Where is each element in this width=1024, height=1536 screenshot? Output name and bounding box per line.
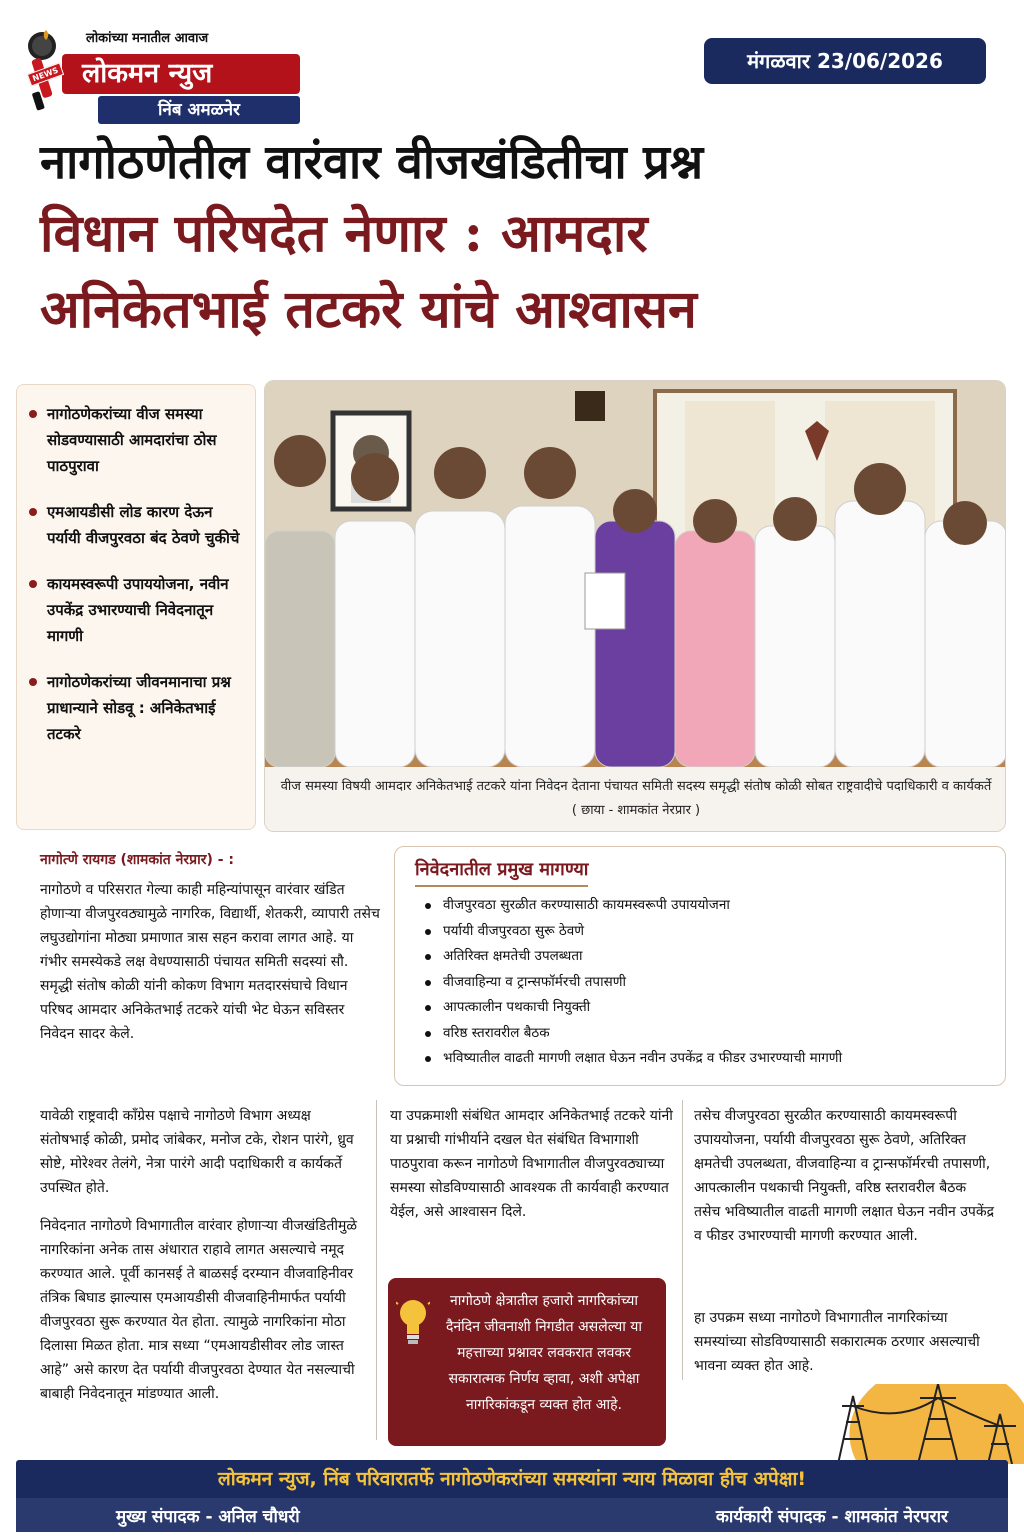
key-point: एमआयडीसी लोड कारण देऊन पर्यायी वीजपुरवठा बंद ठेवणे चुकीचे <box>29 499 245 551</box>
bullet-icon <box>425 980 431 986</box>
key-point: नागोठणेकरांच्या जीवनमानाचा प्रश्न प्राधान्याने सोडवू : अनिकेतभाई तटकरे <box>29 669 245 747</box>
article-paragraph: या उपक्रमाशी संबंधित आमदार अनिकेतभाई तटकरे यांनी या प्रश्नाची गांभीर्याने दखल घेत संबंधित विभागाशी पाठपुरावा करून नागोठणे विभागातील वीजपुरवठ्याच्या समस्या सोडविण्यासाठी आवश्यक ती कार्यवाही करण्यात येईल, असे आश्वासन दिले. <box>390 1108 673 1220</box>
bullet-icon <box>29 678 37 686</box>
group-photo <box>265 381 1006 767</box>
demand-item: आपत्कालीन पथकाची नियुक्ती <box>415 995 985 1021</box>
photo-caption: वीज समस्या विषयी आमदार अनिकेतभाई तटकरे यांना निवेदन देताना पंचायत समिती सदस्य समृद्धी संतोष कोळी सोबत राष्ट्रवादीचे पदाधिकारी व कार्यकर्ते ( छाया - शामकांत नेरप्रार ) <box>265 767 1006 832</box>
news-photo-frame <box>264 380 1006 832</box>
masthead <box>18 18 308 120</box>
article-paragraph: निवेदनात नागोठणे विभागातील वारंवार होणाऱ्या वीजखंडितीमुळे नागरिकांना अनेक तास अंधारात राहावे लागत असल्याचे नमूद करण्यात आले. पूर्वी कानसई ते बाळसई दरम्यान वीजवाहिनीवर तंत्रिक बिघाड झाल्यास एमआयडीसी वीजवाहिनीमार्फत पर्यायी वीजपुरवठा सुरू करण्यात येत होता. त्यामुळे नागरिकांना मोठा दिलासा मिळत होता. मात्र सध्या “एमआयडीसीवर लोड जास्त आहे” असे कारण देत पर्यायी वीजपुरवठा देण्यात येत नसल्याची बाबाही निवेदनातून मांडण्यात आली. <box>40 1218 358 1402</box>
bullet-icon <box>425 1005 431 1011</box>
executive-editor: कार्यकारी संपादक - शामकांत नेरपरार <box>715 1506 948 1527</box>
demand-item: अतिरिक्त क्षमतेची उपलब्धता <box>415 944 985 970</box>
bullet-icon <box>29 410 37 418</box>
demands-box <box>394 846 1006 1086</box>
article-paragraph: हा उपक्रम सध्या नागोठणे विभागातील नागरिकांच्या समस्यांच्या सोडविण्यासाठी सकारात्मक ठरणार असल्याची भावना व्यक्त होत आहे. <box>694 1310 980 1374</box>
news-tag: NEWS <box>27 62 64 86</box>
headline-line-3: अनिकेतभाई तटकरे यांचे आश्वासन <box>40 279 697 340</box>
column-divider <box>682 1100 683 1380</box>
highlight-box <box>388 1278 666 1446</box>
bullet-icon <box>29 508 37 516</box>
article-paragraph: यावेळी राष्ट्रवादी कॉंग्रेस पक्षाचे नागोठणे विभाग अध्यक्ष संतोषभाई कोळी, प्रमोद जांबेकर, मनोज टके, रोशन पारंगे, ध्रुव सोष्टे, मोरेश्वर तेलंगे, नेत्रा पारंगे आदी पदाधिकारी व कार्यकर्ते उपस्थित होते. <box>40 1108 354 1196</box>
article-paragraph: नागोठणे व परिसरात गेल्या काही महिन्यांपासून वारंवार खंडित होणाऱ्या वीजपुरवठ्यामुळे नागरिक, विद्यार्थी, शेतकरी, व्यापारी तसेच लघुउद्योगांना मोठ्या प्रमाणात त्रास सहन करावा लागत आहे. या गंभीर समस्येकडे लक्ष वेधण्यासाठी पंचायत समिती सदस्यां सौ. समृद्धी संतोष कोळी यांनी कोकण विभाग मतदारसंघाचे विधान परिषद आमदार अनिकेतभाई तटकरे यांची भेट घेऊन सविस्तर निवेदन सादर केले. <box>40 882 380 1042</box>
demand-item: वीजपुरवठा सुरळीत करण्यासाठी कायमस्वरूपी उपाययोजना <box>415 893 985 919</box>
date-badge: मंगळवार 23/06/2026 <box>704 38 986 84</box>
article-paragraph: तसेच वीजपुरवठा सुरळीत करण्यासाठी कायमस्वरूपी उपाययोजना, पर्यायी वीजपुरवठा सुरू ठेवणे, अतिरिक्त क्षमतेची उपलब्धता, वीजवाहिन्या व ट्रान्सफॉर्मरची तपासणी, आपत्कालीन पथकाची नियुक्ती, वरिष्ठ स्तरावरील बैठक तसेच भविष्यातील वाढती मागणी लक्षात घेऊन नवीन उपकेंद्र व फीडर उभारण्याची मागणी करण्यात आली. <box>694 1108 995 1244</box>
editors-bar <box>16 1498 1008 1532</box>
lightbulb-icon <box>396 1296 430 1346</box>
demands-title: निवेदनातील प्रमुख मागण्या <box>415 857 588 887</box>
bullet-icon <box>425 1031 431 1037</box>
headline-line-2: विधान परिषदेत नेणार : आमदार <box>40 203 648 264</box>
footer-banner: लोकमन न्युज, निंब परिवारातर्फे नागोठणेकरांच्या समस्यांना न्याय मिळावा हीच अपेक्षा! <box>16 1460 1008 1498</box>
byline: नागोत्णे रायगड (शामकांत नेरप्रार) - : <box>40 852 235 868</box>
bullet-icon <box>425 1056 431 1062</box>
masthead-brand: लोकमन न्युज <box>62 54 300 94</box>
key-point: कायमस्वरूपी उपाययोजना, नवीन उपकेंद्र उभारण्याची निवेदनातून मागणी <box>29 571 245 649</box>
bullet-icon <box>425 903 431 909</box>
headline-line-1: नागोठणेतील वारंवार वीजखंडितीचा प्रश्न <box>40 135 704 190</box>
key-point: नागोठणेकरांच्या वीज समस्या सोडवण्यासाठी आमदारांचा ठोस पाठपुरावा <box>29 401 245 479</box>
headline-subtitle <box>40 196 1000 348</box>
power-tower-icon <box>798 1384 1024 1464</box>
chief-editor: मुख्य संपादक - अनिल चौधरी <box>116 1506 300 1527</box>
key-points-box <box>16 384 256 830</box>
bullet-icon <box>425 954 431 960</box>
demand-item: पर्यायी वीजपुरवठा सुरू ठेवणे <box>415 919 985 945</box>
highlight-text: नागोठणे क्षेत्रातील हजारो नागरिकांच्या दैनंदिन जीवनाशी निगडीत असलेल्या या महत्ताच्या प्रश्नावर लवकरात लवकर सकारात्मक निर्णय व्हावा, अशी अपेक्षा नागरिकांकडून व्यक्त होत आहे. <box>445 1293 643 1413</box>
demand-item: भविष्यातील वाढती मागणी लक्षात घेऊन नवीन उपकेंद्र व फीडर उभारण्याची मागणी <box>415 1046 985 1072</box>
masthead-tagline: लोकांच्या मनातील आवाज <box>86 31 209 46</box>
demand-item: वीजवाहिन्या व ट्रान्सफॉर्मरची तपासणी <box>415 970 985 996</box>
bullet-icon <box>425 929 431 935</box>
demand-item: वरिष्ठ स्तरावरील बैठक <box>415 1021 985 1047</box>
masthead-edition: निंब अमळनेर <box>98 96 300 124</box>
bullet-icon <box>29 580 37 588</box>
column-divider <box>376 1100 377 1440</box>
